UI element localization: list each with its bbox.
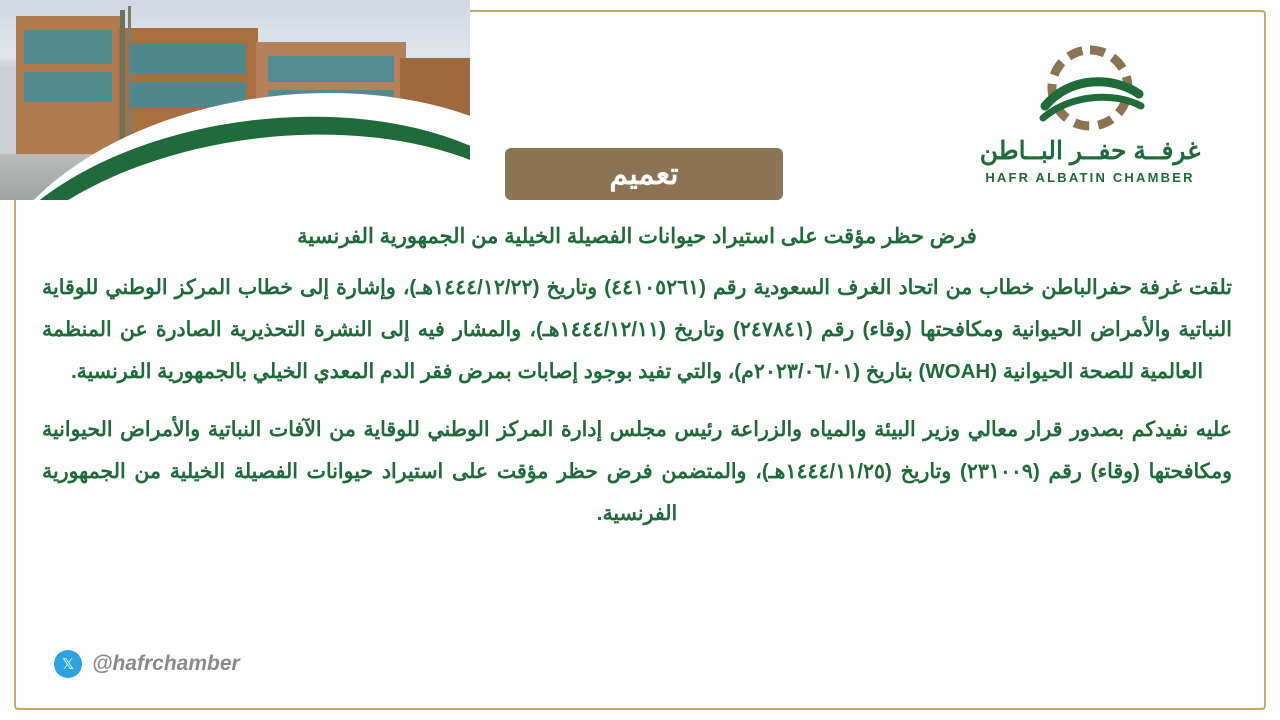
chamber-logo bbox=[970, 42, 1210, 192]
paragraph-2: عليه نفيدكم بصدور قرار معالي وزير البيئة والمياه والزراعة رئيس مجلس إدارة المركز الوطني للوقاية من الآفات النباتية والأمراض الحيوانية ومكافحتها (وقاء) رقم (٢٣١٠٠٩) وتاريخ (١٤٤٤/١١/٢٥هـ)، والمتضمن فرض حظر مؤقت على استيراد حيوانات الفصيلة الخيلية من الجمهورية الفرنسية. bbox=[42, 418, 1233, 526]
twitter-handle[interactable]: @hafrchamber bbox=[92, 652, 240, 675]
window-glass bbox=[24, 30, 112, 64]
circular-badge bbox=[505, 148, 783, 200]
document-title: فرض حظر مؤقت على استيراد حيوانات الفصيلة الخيلية من الجمهورية الفرنسية bbox=[297, 225, 977, 248]
twitter-icon[interactable]: 𝕏 bbox=[54, 650, 82, 678]
window-glass bbox=[130, 44, 246, 74]
badge-label: تعميم bbox=[609, 157, 679, 191]
paragraph-1: تلقت غرفة حفرالباطن خطاب من اتحاد الغرف السعودية رقم (٤٤١٠٥٢٦١) وتاريخ (١٤٤٤/١٢/٢٢هـ)، وإشارة إلى خطاب المركز الوطني للوقاية النباتية والأمراض الحيوانية ومكافحتها (وقاء) رقم (٢٤٧٨٤١) وتاريخ (١٤٤٤/١٢/١١هـ)، والمشار فيه إلى النشرة التحذيرية الصادرة عن المنظمة العالمية للصحة الحيوانية (WOAH) بتاريخ (٢٠٢٣/٠٦/٠١م)، والتي تفيد بوجود إصابات بمرض فقر الدم المعدي الخيلي بالجمهورية الفرنسية. bbox=[42, 276, 1232, 384]
chamber-building-photo bbox=[0, 0, 470, 200]
logo-name-arabic: غرفــة حفــر البــاطن bbox=[979, 137, 1201, 165]
logo-mark-icon bbox=[1015, 42, 1165, 134]
document-body bbox=[42, 222, 1232, 549]
social-footer[interactable] bbox=[54, 650, 240, 678]
window-glass bbox=[268, 56, 394, 82]
logo-name-english: HAFR ALBATIN CHAMBER bbox=[985, 170, 1195, 185]
window-glass bbox=[24, 72, 112, 102]
